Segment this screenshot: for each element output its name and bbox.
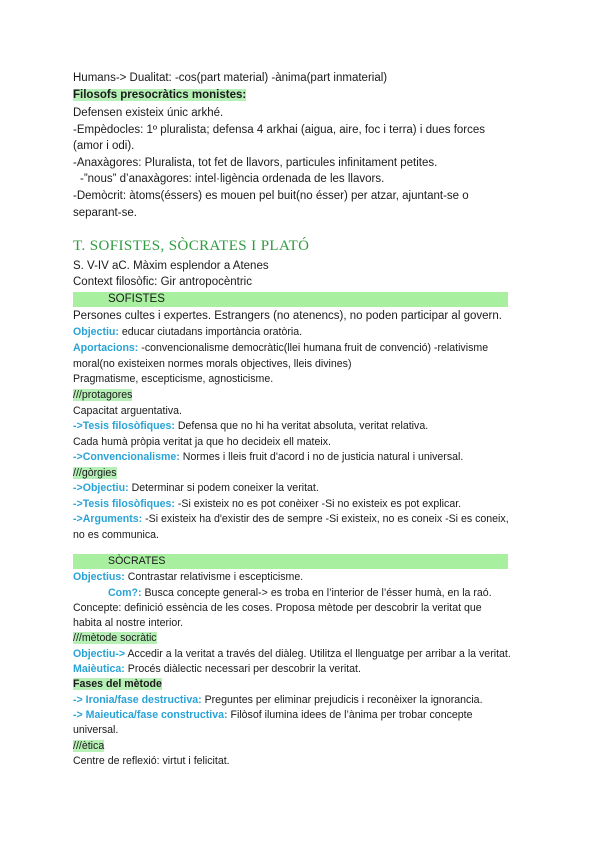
protagores-convencionalisme xyxy=(73,449,463,465)
objectiu-text: educar ciutadans importància oratòria. xyxy=(118,326,303,338)
gorgies-objectiu xyxy=(73,480,319,496)
com-label: Com?: xyxy=(108,587,142,599)
fases-heading xyxy=(73,676,162,692)
ironia-label: -> Ironia/fase destructiva: xyxy=(73,694,202,706)
metode-objectiu-text: Accedir a la veritat a través del diàleg. Utilitza el llenguatge per arribar a la veritat. xyxy=(125,648,511,660)
maieutica-constructiva-label: -> Maieutica/fase constructiva: xyxy=(73,709,228,721)
aportacions-text: -convencionalisme democràtic(llei humana fruit de convenció) -relativisme xyxy=(138,342,489,354)
convencionalisme-label: ->Convencionalisme: xyxy=(73,451,180,463)
sofistes-header: SOFISTES xyxy=(108,293,165,305)
convencionalisme-text: Normes i lleis fruit d'acord i no de justicia natural i universal. xyxy=(179,451,464,463)
section-line-1: S. V-IV aC. Màxim esplendor a Atenes xyxy=(73,260,269,272)
socrates-line-3: universal. xyxy=(73,724,119,736)
maieutica-line xyxy=(73,661,361,677)
etica-heading-text: ///ètica xyxy=(73,740,105,752)
socrates-line-4: Centre de reflexió: virtut i felicitat. xyxy=(73,755,230,767)
gorgies-tesis-text: -Si existeix no es pot conèixer -Si no existeix es pot explicar. xyxy=(174,498,462,510)
socrates-objectius xyxy=(73,569,303,585)
intro-line-4: -Anaxàgores: Pluralista, tot fet de llavors, particules infinitament petites. xyxy=(73,157,438,169)
socrates-header: SÒCRATES xyxy=(108,555,166,567)
metode-heading-text: ///mètode socràtic xyxy=(73,632,157,644)
maieutica-constructiva-text: Filòsof ilumina idees de l’ànima per trobar concepte xyxy=(227,709,473,721)
intro-line-7: separant-se. xyxy=(73,207,137,219)
protagores-heading xyxy=(73,387,132,403)
arguments-text: -Si existeix ha d'existir des de sempre -Si existeix, no es coneix -Si es coneix, xyxy=(142,513,509,525)
intro-line-5: -”nous” d’anaxàgores: intel·ligència ordenada de les llavors. xyxy=(80,173,385,185)
socrates-objectius-label: Objectius: xyxy=(73,571,125,583)
gorgies-arguments xyxy=(73,511,509,527)
fases-heading-text: Fases del mètode xyxy=(73,678,162,690)
intro-line-3: (amor i odi). xyxy=(73,140,135,152)
protagores-tesis xyxy=(73,418,428,434)
protagores-heading-text: ///protagores xyxy=(73,389,133,401)
tesis-label: ->Tesis filosòfiques: xyxy=(73,420,175,432)
presocratics-heading-text: Filosofs presocràtics monistes: xyxy=(73,89,247,101)
socrates-line-1: Concepte: definició essència de les coses. Proposa mètode per descobrir la veritat que xyxy=(73,602,482,614)
etica-heading xyxy=(73,738,104,754)
gorgies-heading-text: ///gòrgies xyxy=(73,467,117,479)
intro-line-2: -Empèdocles: 1º pluralista; defensa 4 arkhai (aigua, aire, foc i terra) i dues forces xyxy=(73,124,486,136)
presocratics-heading xyxy=(73,87,246,103)
section-line-2: Context filosòfic: Gir antropocèntric xyxy=(73,276,252,288)
sofistes-objectiu xyxy=(73,324,302,340)
tesis-text: Defensa que no hi ha veritat absoluta, veritat relativa. xyxy=(174,420,429,432)
com-text: Busca concepte general-> es troba en l’interior de l’ésser humà, en la raó. xyxy=(141,587,492,599)
sofistes-aportacions xyxy=(73,340,488,356)
gorgies-objectiu-label: ->Objectiu: xyxy=(73,482,129,494)
maieutica-constructiva-line xyxy=(73,707,473,723)
metode-objectiu-label: Objectiu-> xyxy=(73,648,126,660)
gorgies-tesis-label: ->Tesis filosòfiques: xyxy=(73,498,175,510)
ironia-line xyxy=(73,692,483,708)
gorgies-tesis xyxy=(73,496,461,512)
objectiu-label: Objectiu: xyxy=(73,326,119,338)
ironia-text: Preguntes per eliminar prejudicis i reconèixer la ignorancia. xyxy=(201,694,483,706)
sofistes-line-5: Pragmatisme, escepticisme, agnosticisme. xyxy=(73,373,274,385)
arguments-label: ->Arguments: xyxy=(73,513,143,525)
sofistes-line-1: Persones cultes i expertes. Estrangers (no atenencs), no poden participar al govern. xyxy=(73,310,502,322)
socrates-objectius-text: Contrastar relativisme i escepticisme. xyxy=(124,571,304,583)
aportacions-label: Aportacions: xyxy=(73,342,139,354)
humans-line: Humans-> Dualitat: -cos(part material) -ànima(part inmaterial) xyxy=(73,72,388,84)
metode-objectiu xyxy=(73,646,511,662)
gorgies-heading xyxy=(73,465,117,481)
sofistes-line-7: Cada humà pròpia veritat ja que ho decideix ell mateix. xyxy=(73,436,331,448)
sofistes-line-4: moral(no existeixen normes morals objectives, lleis divines) xyxy=(73,358,352,370)
socrates-com xyxy=(108,585,492,601)
maieutica-text: Procés diàlectic necessari per descobrir la veritat. xyxy=(124,663,361,675)
section-title: T. SOFISTES, SÒCRATES I PLATÓ xyxy=(73,238,310,254)
sofistes-line-8: no es communica. xyxy=(73,529,159,541)
intro-line-1: Defensen existeix únic arkhé. xyxy=(73,107,224,119)
intro-line-6: -Demòcrit: àtoms(éssers) es mouen pel buit(no ésser) per atzar, ajuntant-se o xyxy=(73,190,469,202)
maieutica-label: Maièutica: xyxy=(73,663,125,675)
sofistes-line-6: Capacitat arguentativa. xyxy=(73,405,182,417)
gorgies-objectiu-text: Determinar si podem coneixer la veritat. xyxy=(128,482,319,494)
socrates-line-2: habita al nostre interior. xyxy=(73,617,184,629)
metode-heading xyxy=(73,630,157,646)
